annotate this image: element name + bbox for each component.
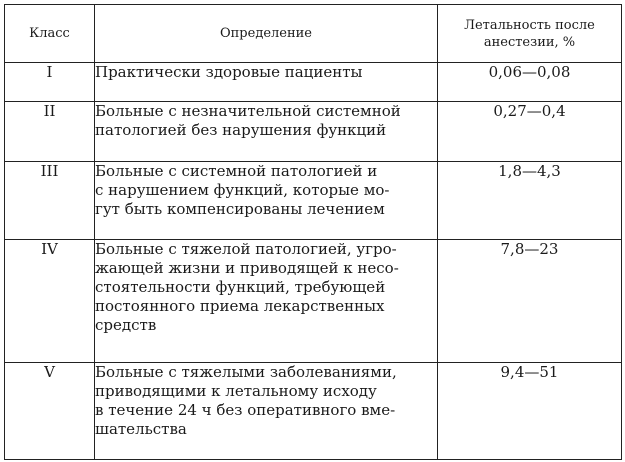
class-cell: II [5, 102, 95, 162]
class-cell: IV [5, 240, 95, 363]
definition-cell [95, 63, 438, 102]
header-class: Класс [5, 5, 95, 63]
definition-cell [95, 363, 438, 460]
header-mortality: Летальность после анестезии, % [438, 5, 622, 63]
definition-text: Практически здоровые пациенты [95, 63, 363, 81]
table-row [5, 363, 622, 460]
table-row [5, 63, 622, 102]
mortality-cell: 7,8—23 [438, 240, 622, 363]
class-cell: III [5, 162, 95, 240]
definition-text: Больные с тяжелыми заболеваниями, приводящими к летальному исходу в течение 24 ч без оперативного вме- шательства [95, 363, 397, 438]
definition-cell [95, 162, 438, 240]
definition-text: Больные с незначительной системной патологией без нарушения функций [95, 102, 401, 139]
asa-classification-table [4, 4, 622, 460]
definition-cell [95, 240, 438, 363]
header-row [5, 5, 622, 63]
table-row [5, 162, 622, 240]
class-cell: I [5, 63, 95, 102]
mortality-cell: 0,27—0,4 [438, 102, 622, 162]
definition-text: Больные с системной патологией и с нарушением функций, которые мо- гут быть компенсированы лечением [95, 162, 390, 218]
mortality-cell: 1,8—4,3 [438, 162, 622, 240]
definition-cell [95, 102, 438, 162]
header-definition: Определение [95, 5, 438, 63]
table-row [5, 102, 622, 162]
mortality-cell: 0,06—0,08 [438, 63, 622, 102]
class-cell: V [5, 363, 95, 460]
table-row [5, 240, 622, 363]
definition-text: Больные с тяжелой патологией, угро- жающей жизни и приводящей к несо- стоятельности функций, требующей постоянного приема лекарственных средств [95, 240, 399, 334]
mortality-cell: 9,4—51 [438, 363, 622, 460]
